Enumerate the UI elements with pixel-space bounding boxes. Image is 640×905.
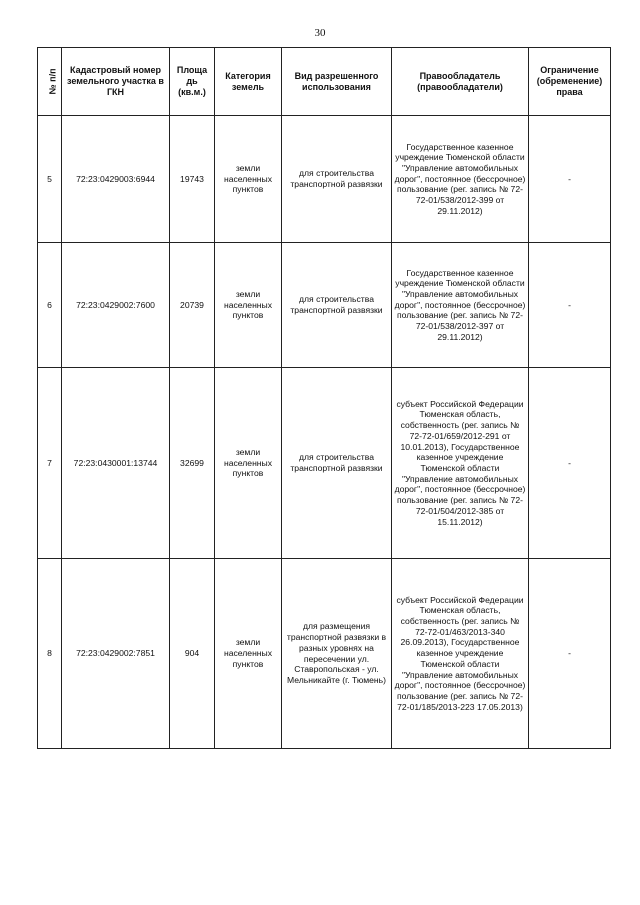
cell-number: 5	[38, 116, 62, 243]
cell-cadastral: 72:23:0429002:7851	[62, 559, 170, 749]
cell-number: 8	[38, 559, 62, 749]
cell-use: для строительства транспортной развязки	[282, 116, 392, 243]
cell-area: 904	[170, 559, 215, 749]
cell-use: для размещения транспортной развязки в разных уровнях на пересечении ул. Ставропольская - ул. Мельникайте (г. Тюмень)	[282, 559, 392, 749]
cell-area: 20739	[170, 243, 215, 368]
cell-number: 7	[38, 368, 62, 559]
cell-restriction: -	[529, 116, 611, 243]
table-row	[38, 368, 611, 559]
column-header-use: Вид разрешенного использования	[282, 48, 392, 116]
table-header-row	[38, 48, 611, 116]
cell-restriction: -	[529, 368, 611, 559]
cell-number: 6	[38, 243, 62, 368]
column-header-area: Площа дь (кв.м.)	[170, 48, 215, 116]
cell-use: для строительства транспортной развязки	[282, 243, 392, 368]
cell-cadastral: 72:23:0429003:6944	[62, 116, 170, 243]
column-header-number: № п/п	[38, 48, 62, 116]
column-header-cadastral: Кадастровый номер земельного участка в ГКН	[62, 48, 170, 116]
cell-area: 19743	[170, 116, 215, 243]
table-row	[38, 116, 611, 243]
cell-category: земли населенных пунктов	[215, 368, 282, 559]
cell-category: земли населенных пунктов	[215, 559, 282, 749]
cell-use: для строительства транспортной развязки	[282, 368, 392, 559]
cell-owner: Государственное казенное учреждение Тюменской области "Управление автомобильных дорог", постоянное (бессрочное) пользование (рег. запись № 72-72-01/538/2012-397 от 29.11.2012)	[392, 243, 529, 368]
table-row	[38, 559, 611, 749]
cell-restriction: -	[529, 243, 611, 368]
cell-owner: субъект Российской Федерации Тюменская область, собственность (рег. запись № 72-72-01/463/2013-340 26.09.2013), Государственное казенное учреждение Тюменской области "Управление автомобильных дорог", постоянное (бессрочное) пользование (рег. запись № 72-72-01/185/2013-223 17.05.2013)	[392, 559, 529, 749]
cell-restriction: -	[529, 559, 611, 749]
column-header-category: Категория земель	[215, 48, 282, 116]
cell-owner: субъект Российской Федерации Тюменская область, собственность (рег. запись № 72-72-01/659/2012-291 от 10.01.2013), Государственное казенное учреждение Тюменской области "Управление автомобильных дорог", постоянное (бессрочное) пользование (рег. запись № 72-72-01/504/2012-385 от 15.11.2012)	[392, 368, 529, 559]
cell-cadastral: 72:23:0430001:13744	[62, 368, 170, 559]
cell-cadastral: 72:23:0429002:7600	[62, 243, 170, 368]
page-number: 30	[314, 27, 326, 39]
cell-category: земли населенных пунктов	[215, 243, 282, 368]
land-plots-table	[37, 47, 611, 749]
column-header-restriction: Ограничение (обременение) права	[529, 48, 611, 116]
cell-category: земли населенных пунктов	[215, 116, 282, 243]
cell-area: 32699	[170, 368, 215, 559]
table-row	[38, 243, 611, 368]
cell-owner: Государственное казенное учреждение Тюменской области "Управление автомобильных дорог", постоянное (бессрочное) пользование (рег. запись № 72-72-01/538/2012-399 от 29.11.2012)	[392, 116, 529, 243]
column-header-owner: Правообладатель (правообладатели)	[392, 48, 529, 116]
